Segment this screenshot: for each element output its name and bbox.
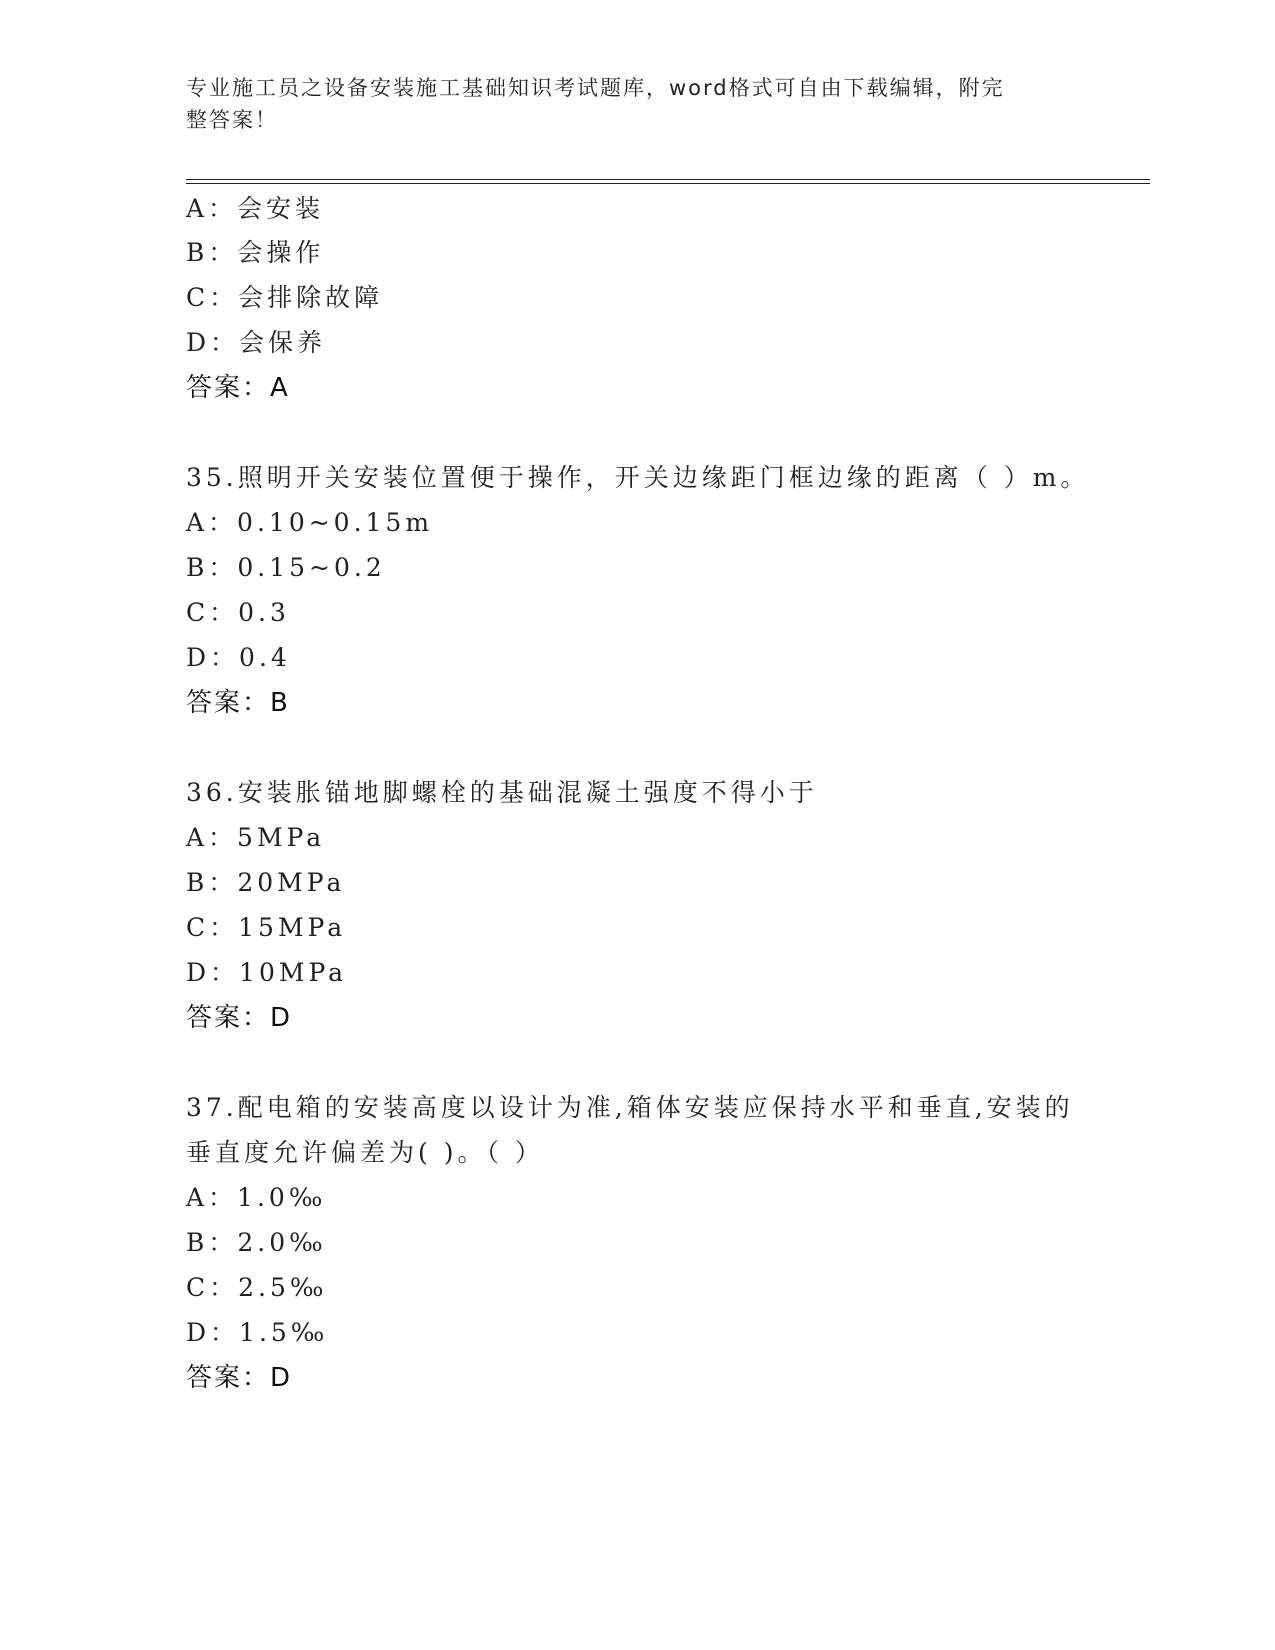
header-divider-top: [186, 179, 1150, 180]
document-header: [186, 72, 1066, 136]
q37-option-c: C：2.5‰: [186, 1273, 328, 1302]
q34-answer: 答案：A: [186, 373, 290, 403]
q35-option-b: B：0.15~0.2: [186, 553, 386, 582]
q35-option-d: D：0.4: [186, 643, 291, 672]
q35-question: 35.照明开关安装位置便于操作，开关边缘距门框边缘的距离（ ）m。: [186, 463, 1090, 492]
q36-option-a: A：5MPa: [186, 823, 326, 852]
q36-question: 36.安装胀锚地脚螺栓的基础混凝土强度不得小于: [186, 778, 818, 807]
q35-option-a: A：0.10~0.15m: [186, 508, 434, 537]
q34-option-d: D：会保养: [186, 328, 327, 357]
q37-option-b: B：2.0‰: [186, 1228, 327, 1257]
header-line-2: 整答案！: [186, 108, 278, 132]
q34-option-c: C：会排除故障: [186, 283, 384, 312]
q37-option-a: A：1.0‰: [186, 1183, 327, 1212]
q37-option-d: D：1.5‰: [186, 1318, 329, 1347]
q36-option-d: D：10MPa: [186, 958, 348, 987]
header-divider-bottom: [186, 183, 1150, 184]
q36-option-c: C：15MPa: [186, 913, 347, 942]
q37-question-line-2: 垂直度允许偏差为( )。（ ）: [186, 1138, 544, 1167]
q34-option-b: B：会操作: [186, 238, 325, 267]
q34-option-a: A：会安装: [186, 194, 325, 223]
q36-answer: 答案：D: [186, 1003, 293, 1033]
q35-answer: 答案：B: [186, 688, 290, 718]
q37-answer: 答案：D: [186, 1363, 293, 1393]
q37-question-line-1: 37.配电箱的安装高度以设计为准,箱体安装应保持水平和垂直,安装的: [186, 1093, 1074, 1122]
q36-option-b: B：20MPa: [186, 868, 346, 897]
header-line-1: 专业施工员之设备安装施工基础知识考试题库，word格式可自由下载编辑，附完: [186, 76, 1005, 100]
q35-option-c: C：0.3: [186, 598, 290, 627]
